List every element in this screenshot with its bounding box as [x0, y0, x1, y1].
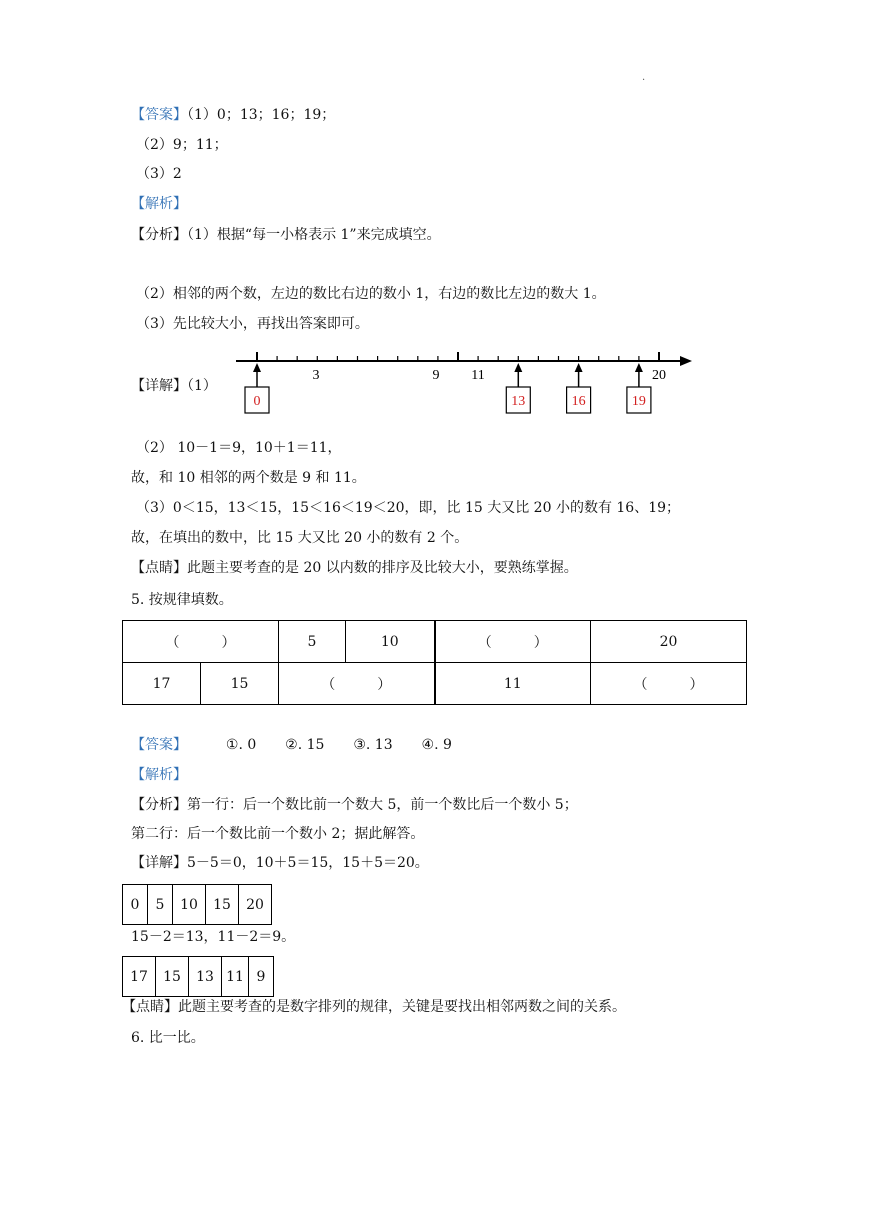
table-cell: 5 — [148, 885, 173, 925]
table-cell: 17 — [123, 663, 201, 705]
dianjing-text: 此题主要考查的是 20 以内数的排序及比较大小，要熟练掌握。 — [187, 560, 578, 576]
table-row — [123, 621, 747, 663]
answer-tag: 【答案】 — [131, 107, 187, 123]
detail-tag: 【详解】 — [131, 378, 187, 394]
table-cell: 10 — [173, 885, 206, 925]
answer-box-value: 19 — [631, 394, 646, 409]
q6-title: 6. 比一比。 — [131, 1030, 205, 1046]
q5-title: 5. 按规律填数。 — [131, 592, 233, 608]
q4-dianjing-line — [131, 558, 578, 578]
table-cell: 9 — [249, 957, 274, 997]
table-cell: 5 — [279, 621, 346, 663]
q4-detail-line-3: （3）0＜15，13＜15，15＜16＜19＜20，即，比 15 大又比 20 小的数有 16、19； — [136, 500, 681, 516]
table-row — [123, 885, 272, 925]
pointer-arrow-head — [514, 363, 522, 372]
answer-item: ③. 13 — [353, 737, 393, 753]
fenxi-tag: 【分析】 — [131, 227, 187, 243]
dianjing-tag: 【点睛】 — [131, 560, 187, 576]
tick-label: 20 — [652, 368, 666, 383]
header-dot: . — [642, 72, 646, 83]
tick-label: 11 — [471, 368, 485, 383]
q5-analysis-line-2: 第二行：后一个数比前一个数小 2；据此解答。 — [131, 826, 425, 842]
sequence-table-2 — [122, 956, 274, 997]
fenxi-text: 第一行：后一个数比前一个数大 5，前一个数比后一个数小 5； — [187, 797, 578, 813]
answer-text: （1）0；13；16；19； — [187, 107, 336, 123]
pointer-arrow-head — [575, 363, 583, 372]
table-cell: 10 — [346, 621, 435, 663]
fenxi-tag: 【分析】 — [131, 797, 187, 813]
q4-detail-line-3b: 故，在填出的数中，比 15 大又比 20 小的数有 2 个。 — [131, 530, 469, 546]
sequence-table-1 — [122, 884, 272, 925]
table-cell: 20 — [591, 621, 747, 663]
q5-detail-line-1 — [131, 853, 429, 873]
detail-text: 5－5＝0，10＋5＝15，15＋5＝20。 — [187, 855, 429, 871]
tick-label: 3 — [312, 368, 320, 383]
answer-item: ①. 0 — [225, 737, 257, 753]
q4-detail-line-2: （2） 10－1＝9，10＋1＝11， — [136, 440, 342, 456]
q5-detail-line-2: 15－2＝13，11－2＝9。 — [131, 929, 296, 945]
q4-answer-line-2: （2）9；11； — [136, 137, 228, 153]
q4-analysis-line-3: （3）先比较大小，再找出答案即可。 — [136, 316, 369, 332]
table-cell: 13 — [189, 957, 222, 997]
table-cell: 15 — [201, 663, 279, 705]
table-cell: 11 — [435, 663, 591, 705]
table-cell-blank[interactable]: （ ） — [123, 621, 279, 663]
q4-answer-line-1 — [131, 105, 335, 125]
dianjing-text: 此题主要考查的是数字排列的规律，关键是要找出相邻两数之间的关系。 — [178, 999, 626, 1015]
q4-detail-line-2b: 故，和 10 相邻的两个数是 9 和 11。 — [131, 470, 366, 486]
table-cell: 15 — [206, 885, 239, 925]
answer-box-group — [245, 363, 651, 413]
table-row — [123, 663, 747, 705]
pattern-table — [122, 620, 747, 705]
q4-analysis-line-1 — [131, 225, 441, 245]
analysis-tag: 【解析】 — [131, 196, 187, 212]
answer-box-value: 13 — [511, 394, 526, 409]
q5-dianjing-line — [122, 997, 626, 1017]
table-cell: 17 — [123, 957, 156, 997]
answer-tag: 【答案】 — [131, 737, 187, 753]
q4-analysis-line-2: （2）相邻的两个数，左边的数比右边的数小 1，右边的数比左边的数大 1。 — [136, 286, 606, 302]
table-cell-blank[interactable]: （ ） — [435, 621, 591, 663]
q5-answer-line — [131, 735, 452, 755]
answer-item: ②. 15 — [285, 737, 325, 753]
table-cell: 20 — [239, 885, 272, 925]
answer-item: ④. 9 — [421, 737, 452, 753]
table-cell-blank[interactable]: （ ） — [279, 663, 435, 705]
table-cell: 11 — [222, 957, 249, 997]
analysis-tag: 【解析】 — [131, 767, 187, 783]
detail-tag: 【详解】 — [131, 855, 187, 871]
answer-box-value: 0 — [253, 394, 261, 409]
table-cell: 15 — [156, 957, 189, 997]
tick-group — [257, 352, 659, 361]
fenxi-text: （1）根据“每一小格表示 1”来完成填空。 — [187, 227, 441, 243]
answer-box-value: 16 — [571, 394, 586, 409]
table-row — [123, 957, 274, 997]
tick-label: 9 — [432, 368, 440, 383]
axis-arrow-head — [680, 356, 692, 366]
q5-analysis-line-1 — [131, 795, 578, 815]
pointer-arrow-head — [253, 363, 261, 372]
detail-prefix: （1） — [187, 378, 217, 394]
q4-detail-line-1 — [131, 376, 217, 396]
dianjing-tag: 【点睛】 — [122, 999, 178, 1015]
pointer-arrow-head — [635, 363, 643, 372]
q4-answer-line-3: （3）2 — [136, 166, 182, 182]
table-cell-blank[interactable]: （ ） — [591, 663, 747, 705]
table-cell: 0 — [123, 885, 148, 925]
number-line — [230, 345, 700, 425]
